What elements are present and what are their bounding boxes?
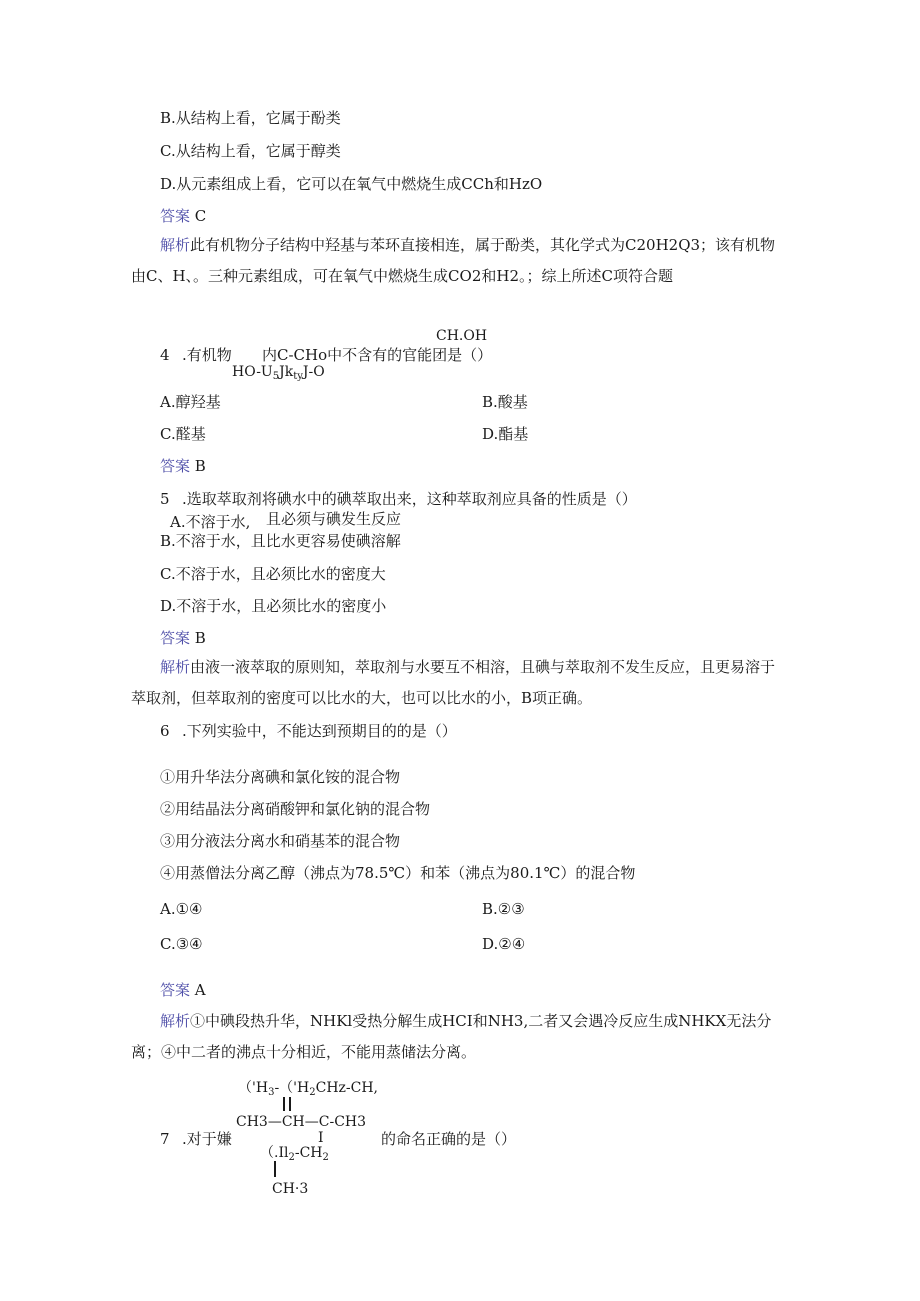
q6-option-a: A.①④	[160, 900, 203, 918]
answer-label: 答案	[160, 629, 191, 647]
q6-option-d: D.②④	[482, 935, 526, 953]
q4-number: 4	[160, 346, 170, 364]
answer-label: 答案	[160, 457, 191, 475]
q4-option-a: A.醇羟基	[160, 393, 221, 411]
answer-label: 答案	[160, 207, 191, 225]
q5-analysis-line-1	[160, 657, 775, 677]
q6-item-1: ①用升华法分离碘和氯化铵的混合物	[160, 768, 401, 786]
q3-analysis-text-1: 此有机物分子结构中羟基与苯环直接相连，属于酚类，其化学式为C20H2Q3；该有机物	[190, 236, 776, 254]
q6-answer-value: A	[194, 981, 206, 999]
q6-number: 6	[160, 722, 170, 740]
q7-formula-l1-sub: 3	[268, 1087, 275, 1098]
q3-analysis-line-1	[160, 235, 775, 255]
analysis-label: 解析	[160, 1012, 191, 1030]
q4-formula-part-c: J-O	[302, 364, 325, 380]
q6-item-3: ③用分液法分离水和硝基苯的混合物	[160, 832, 401, 850]
q3-option-c: C.从结构上看，它属于醇类	[160, 142, 341, 160]
q6-item-4: ④用蒸僧法分离乙醇（沸点为78.5℃）和苯（沸点为80.1℃）的混合物	[160, 864, 636, 882]
q5-option-d: D.不溶于水，且必须比水的密度小	[160, 597, 387, 615]
q7-formula-l4-a: （.Il	[260, 1145, 289, 1161]
q3-answer-value: C	[194, 207, 207, 225]
q4-formula-sub-2: ty	[293, 371, 303, 382]
q3-analysis-line-2: 由C、H、。三种元素组成，可在氧气中燃烧生成CO2和H2。；综上所述C项符合题	[131, 267, 673, 285]
q5-option-c: C.不溶于水，且必须比水的密度大	[160, 565, 386, 583]
q7-formula-line-3: I	[318, 1130, 324, 1146]
q7-formula-l4-b: -CH	[294, 1145, 323, 1161]
answer-label: 答案	[160, 981, 191, 999]
q6-answer	[160, 980, 206, 1000]
q7-stem-b: 的命名正确的是（）	[381, 1130, 517, 1148]
q7-formula-l1-sub2: 2	[309, 1087, 316, 1098]
q4-formula-bottom	[232, 362, 325, 387]
q4-stem-a: .有机物	[182, 346, 232, 364]
q7-formula-l4-sub2: 2	[322, 1152, 329, 1163]
q6-stem: .下列实验中，不能达到预期目的的是（）	[182, 722, 457, 740]
q5-answer	[160, 628, 206, 648]
q4-formula-top: CH.OH	[436, 328, 488, 344]
q6-analysis-text-1: ①中碘段热升华，NHKl受热分解生成HCI和NH3,二者又会遇冷反应生成NHKX无法分	[190, 1012, 772, 1030]
q7-formula-line-4	[260, 1143, 329, 1168]
q5-number: 5	[160, 490, 170, 508]
q4-option-d: D.酯基	[482, 425, 529, 443]
q5-answer-value: B	[194, 629, 206, 647]
q7-bond-line-left	[283, 1097, 285, 1111]
q6-item-2: ②用结晶法分离硝酸钾和氯化钠的混合物	[160, 800, 431, 818]
q4-answer-value: B	[194, 457, 206, 475]
q4-formula-part-a: HO-U	[232, 364, 273, 380]
q7-number: 7	[160, 1130, 170, 1148]
q4-answer	[160, 456, 206, 476]
q4-option-b: B.酸基	[482, 393, 528, 411]
q7-formula-l1-b: -（'H	[274, 1080, 310, 1096]
q7-formula-l1-c: CHz-CH,	[315, 1080, 379, 1096]
q4-formula-part-b: Jk	[279, 364, 294, 380]
q5-analysis-line-2: 萃取剂，但萃取剂的密度可以比水的大，也可以比水的小，B项正确。	[131, 689, 593, 707]
q5-stem: .选取萃取剂将碘水中的碘萃取出来，这种萃取剂应具备的性质是（）	[182, 490, 637, 508]
analysis-label: 解析	[160, 658, 191, 676]
q4-stem-b: 内C-CHo中不含有的官能团是（）	[262, 346, 493, 364]
q7-formula-line-1	[238, 1078, 378, 1103]
q7-bond-line-right	[289, 1097, 291, 1111]
q4-option-c: C.醛基	[160, 425, 206, 443]
q6-option-b: B.②③	[482, 900, 525, 918]
q6-analysis-line-1	[160, 1011, 771, 1031]
q6-analysis-line-2: 离；④中二者的沸点十分相近，不能用蒸储法分离。	[131, 1043, 477, 1061]
q7-formula-l1-a: （'H	[238, 1080, 269, 1096]
q5-option-a-part-1: A.不溶于水,	[170, 513, 251, 531]
q3-answer	[160, 206, 206, 226]
q7-formula-l4-sub: 2	[288, 1152, 295, 1163]
q6-option-c: C.③④	[160, 935, 203, 953]
q5-option-b: B.不溶于水，且比水更容易使碘溶解	[160, 532, 401, 550]
q3-option-b: B.从结构上看，它属于酚类	[160, 109, 341, 127]
q7-formula-line-2: CH3—CH—C-CH3	[236, 1114, 367, 1130]
q7-stem-a: .对于嫌	[182, 1130, 232, 1148]
analysis-label: 解析	[160, 236, 191, 254]
q5-option-a-part-2: 且必须与碘发生反应	[266, 510, 402, 528]
q3-option-d: D.从元素组成上看，它可以在氧气中燃烧生成CCh和HzO	[160, 175, 543, 193]
q7-formula-line-5: CH·3	[272, 1181, 309, 1197]
q7-bond-line-lower	[274, 1161, 276, 1177]
q5-analysis-text-1: 由液一液萃取的原则知，萃取剂与水要互不相溶，且碘与萃取剂不发生反应，且更易溶于	[190, 658, 776, 676]
q4-formula-sub-1: 5	[272, 371, 280, 382]
